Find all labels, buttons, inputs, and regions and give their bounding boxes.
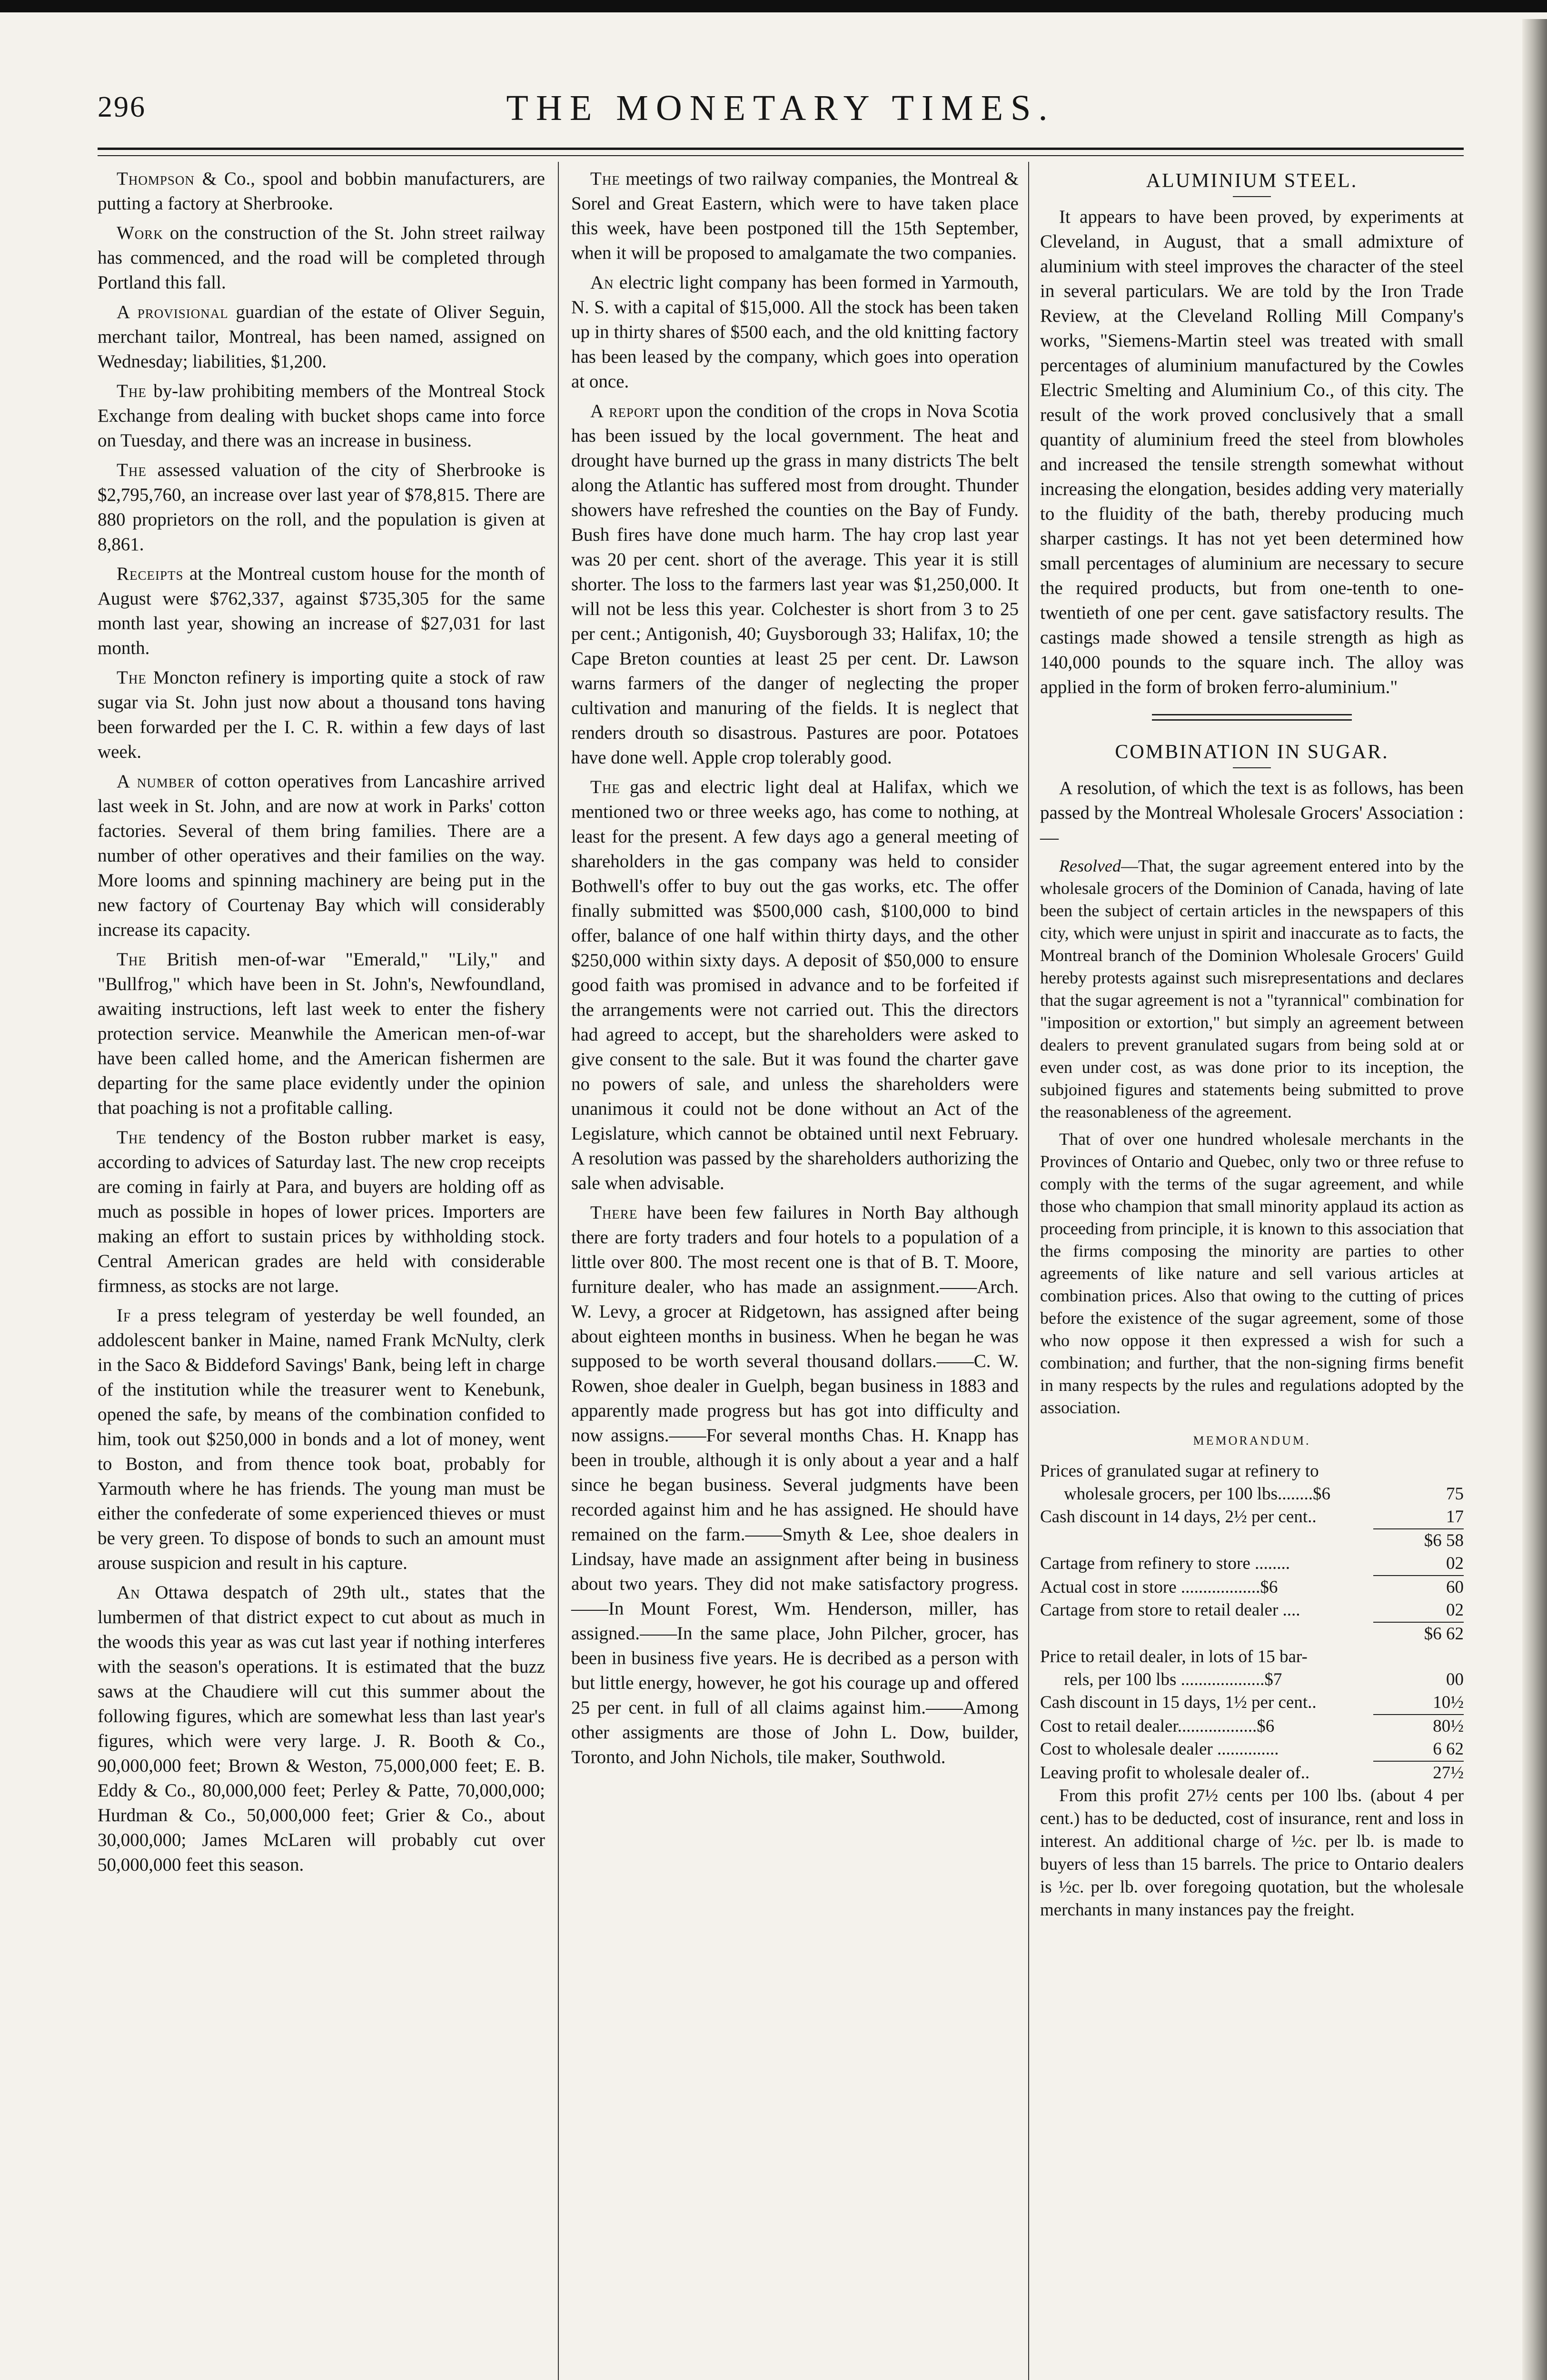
memo-amount: $6 62 — [1424, 1624, 1464, 1644]
memo-row — [1040, 1460, 1464, 1483]
memo-amount: 02 — [1446, 1600, 1464, 1620]
resolved-text: —That, the sugar agreement entered into by the wholesale grocers of the Dominion of Canada, having of late been the subject of certain articles in the newspapers of this city, which were unjust in spirit and inaccurate as to facts, the Montreal branch of the Dominion Wholesale Grocers' Guild hereby protests against such misrepresentations and declares that the sugar agreement is not a "tyrannical" combination for "imposition or extortion," but simply an agreement between dealers to prevent granulated sugars from being sold at or even under cost, as was done prior to its inception, the subjoined figures and statements being submitted to prove the reasonableness of the agreement. — [1040, 856, 1464, 1121]
column-divider-2 — [1028, 162, 1029, 2380]
column-2 — [571, 167, 1019, 1775]
memo-label: Prices of granulated sugar at refinery to — [1040, 1461, 1319, 1481]
news-item-text: tendency of the Boston rubber market is easy, according to advices of Saturday last. The new crop receipts are coming in fairly at Para, and buyers are holding off as much as possible in hopes of lower prices. Importers are making an effort to sustain prices by withholding stock. Central American grades are held with considerable firmness, as stocks are not large. — [98, 1127, 545, 1296]
sugar-resolved — [1040, 855, 1464, 1123]
news-item — [98, 769, 545, 942]
header-rule-thin — [98, 155, 1464, 156]
memo-label: rels, per 100 lbs ...................$7 — [1064, 1670, 1282, 1689]
news-item — [571, 775, 1019, 1196]
news-item-lead: A provisional — [117, 302, 228, 322]
news-item — [98, 379, 545, 453]
news-item — [98, 665, 545, 764]
memo-amount: 17 — [1446, 1507, 1464, 1527]
news-item — [98, 300, 545, 374]
memo-row — [1040, 1483, 1464, 1506]
memo-amount: 80½ — [1433, 1716, 1464, 1736]
memo-row — [1040, 1576, 1464, 1599]
sugar-that: That of over one hundred wholesale merchants in the Provinces of Ontario and Quebec, only two or three refuse to comply with the terms of the sugar agreement, and while those who champion that small minority applaud its action as proceeding from principle, it is known to this association that the firms composing the minority are parties to other agreements of like nature and sell various articles at combination prices. Also that owing to the cutting of prices before the existence of the sugar agreement, some of those who now oppose it then expressed a wish for such a combination; and further, that the non-signing firms benefit in many respects by the rules and regulations adopted by the association. — [1040, 1130, 1464, 1417]
memo-row — [1040, 1646, 1464, 1668]
sugar-final: From this profit 27½ cents per 100 lbs. (about 4 per cent.) has to be deducted, cost of insurance, rent and loss in interest. An additional charge of ½c. per lb. is made to buyers of less than 15 barrels. The price to Ontario dealers is ½c. per lb. over foregoing quotation, but the wholesale merchants in many instances pay the freight. — [1040, 1786, 1464, 1920]
news-item — [98, 947, 545, 1121]
news-item-text: at the Montreal custom house for the month of August were $762,337, against $735,305 for the same month last year, showing an increase of $27,031 for last month. — [98, 564, 545, 658]
memo-row — [1040, 1529, 1464, 1552]
memo-label: Cartage from refinery to store ........ — [1040, 1554, 1290, 1573]
news-item-text: by-law prohibiting members of the Montreal Stock Exchange from dealing with bucket shops came into force on Tuesday, and there was an increase in business. — [98, 381, 545, 451]
news-item-text: gas and electric light deal at Halifax, which we mentioned two or three weeks ago, has come to nothing, at least for the present. A few days ago a general meeting of shareholders in the gas company was held to consider Bothwell's offer to buy out the gas works, etc. The offer finally submitted was $500,000 cash, $100,000 to bind offer, balance of one half within thirty days, and the other $250,000 within sixty days. A deposit of $50,000 to ensure good faith was promised in advance and to be forfeited if the arrangements were not carried out. This the directors had agreed to accept, but the shareholders were asked to give consent to the sale. But it was found the charter gave no powers of sale, and unless the shareholders were unanimous it could not be done without an Act of the Legislature, which cannot be obtained until next February. A resolution was passed by the shareholders authorizing the sale when advisable. — [571, 777, 1019, 1193]
news-item-text: Moncton refinery is importing quite a stock of raw sugar via St. John just now about a thousand tons having been forwarded per the I. C. R. within a few days of last week. — [98, 667, 545, 762]
resolved-lead: Resolved — [1059, 856, 1121, 875]
memo-label: Price to retail dealer, in lots of 15 bar- — [1040, 1647, 1308, 1666]
news-item-lead: The — [117, 949, 147, 970]
memorandum-table — [1040, 1460, 1464, 1785]
memo-row — [1040, 1762, 1464, 1785]
memo-amount: 10½ — [1433, 1693, 1464, 1712]
news-item-lead: Thompson — [117, 169, 195, 189]
news-item — [571, 270, 1019, 394]
memo-label: Cash discount in 15 days, 1½ per cent.. — [1040, 1693, 1317, 1712]
heading-rule — [1233, 196, 1271, 197]
news-item — [98, 562, 545, 661]
memo-row — [1040, 1599, 1464, 1622]
news-item-lead: The — [117, 381, 147, 401]
news-item — [98, 167, 545, 216]
news-item-lead: The — [117, 667, 147, 688]
masthead — [98, 90, 1464, 143]
memo-label: Cartage from store to retail dealer .... — [1040, 1600, 1300, 1620]
memo-label: Actual cost in store ..................$6 — [1040, 1577, 1278, 1597]
column-1 — [98, 167, 545, 1882]
news-item-text: on the construction of the St. John street railway has commenced, and the road will be completed through Portland this fall. — [98, 223, 545, 293]
news-item-lead: A report — [590, 401, 661, 421]
memo-label: Cost to wholesale dealer .............. — [1040, 1739, 1279, 1759]
memo-label — [1040, 1529, 1392, 1552]
sugar-intro: A resolution, of which the text is as follows, has been passed by the Montreal Wholesale Grocers' Association :— — [1040, 778, 1464, 848]
news-item-text: meetings of two railway companies, the Montreal & Sorel and Great Eastern, which were to have taken place this week, have been postponed till the 15th September, when it will be proposed to amalgamate the two companies. — [571, 169, 1019, 263]
news-item-text: assessed valuation of the city of Sherbrooke is $2,795,760, an increase over last year of $78,815. There are 880 proprietors on the roll, and the population is given at 8,861. — [98, 460, 545, 555]
news-item-text: Ottawa despatch of 29th ult., states that the lumbermen of that district expect to cut about as much in the woods this year as was cut last year if nothing interferes with the season's operations. It is estimated that the buzz saws at the Chaudiere will cut this summer about the following figures, which are somewhat less than last year's figures, which were very large. J. R. Booth & Co., 90,000,000 feet; Brown & Weston, 75,000,000 feet; E. B. Eddy & Co., 80,000,000 feet; Perley & Patte, 70,000,000; Hurdman & Co., 50,000,000 feet; Grier & Co., about 30,000,000; James McLaren will probably cut over 50,000,000 feet this season. — [98, 1582, 545, 1875]
column-divider-1 — [558, 162, 559, 2380]
news-item — [571, 167, 1019, 266]
news-item-lead: The — [590, 777, 620, 797]
aluminium-article: It appears to have been proved, by experiments at Cleveland, in August, that a small admixture of aluminium with steel improves the character of the steel in several particulars. We are told by the Iron Trade Review, at the Cleveland Rolling Mill Company's works, "Siemens-Martin steel was treated with small percentages of aluminium manufactured by the Cowles Electric Smelting and Aluminium Co., of this city. The result of the work proved conclusively that a small quantity of aluminium freed the steel from blowholes and increased the tensile strength somewhat without increasing the elongation, besides adding very materially to the fluidity of the bath, thereby producing much sharper castings. It has not yet been determined how small percentages of aluminium are necessary to secure the required products, but from one-tenth to one-twentieth of one per cent. gave satisfactory results. The castings made showed a tensile strength as high as 140,000 pounds to the square inch. The alloy was applied in the form of broken ferro-aluminium." — [1040, 207, 1464, 697]
memo-row — [1040, 1506, 1464, 1528]
news-item-text: electric light company has been formed in Yarmouth, N. S. with a capital of $15,000. All the stock has been taken up in thirty shares of $500 each, and the old knitting factory has been leased by the company, which goes into operation at once. — [571, 272, 1019, 392]
aluminium-heading: ALUMINIUM STEEL. — [1146, 170, 1358, 192]
news-item-lead: An — [590, 272, 614, 293]
memo-amount: 00 — [1446, 1670, 1464, 1689]
paper-title: THE MONETARY TIMES. — [506, 88, 1055, 128]
news-item-text: have been few failures in North Bay although there are forty traders and four hotels to a population of a little over 800. The most recent one is that of B. T. Moore, furniture dealer, who has made an assignment.——Arch. W. Levy, a grocer at Ridgetown, has assigned after being about eighteen months in business. When he began he was supposed to be worth several thousand dollars.——C. W. Rowen, shoe dealer in Guelph, began business in 1883 and apparently made progress but has got into difficulty and now assigns.——For several months Chas. H. Knapp has been in trouble, although it is only about a year and a half since he began business. Several judgments have been recorded against him and he has assigned. He should have remained on the farm.——Smyth & Lee, shoe dealers in Lindsay, have made an assignment after being in business about two years. They did not make satisfactory progress.——In Mount Forest, Wm. Henderson, miller, has assigned.——In the same place, John Pilcher, grocer, has been in business five years. He is decribed as a person with but little energy, however, he got his courage up and offered 25 per cent. in full of all claims against him.——Among other assigments are those of John L. Dow, builder, Toronto, and John Nichols, tile maker, Southwold. — [571, 1202, 1019, 1767]
memo-row — [1040, 1738, 1464, 1761]
news-item-text: & Co., spool and bobbin manufacturers, are putting a factory at Sherbrooke. — [98, 169, 545, 214]
news-item — [571, 1200, 1019, 1770]
news-item — [98, 1580, 545, 1877]
memo-amount: 60 — [1446, 1577, 1464, 1597]
page-number: 296 — [98, 91, 146, 123]
news-item-lead: There — [590, 1202, 638, 1223]
memo-label: Cost to retail dealer..................$6 — [1040, 1716, 1275, 1736]
news-item-lead: The — [117, 460, 147, 480]
memo-amount: 6 62 — [1433, 1739, 1464, 1759]
news-item-lead: A number — [117, 771, 195, 792]
news-item — [98, 1125, 545, 1299]
memo-label: Cash discount in 14 days, 2½ per cent.. — [1040, 1507, 1317, 1527]
news-item-lead: The — [590, 169, 620, 189]
memo-amount: $6 58 — [1424, 1531, 1464, 1550]
memorandum-title: MEMORANDUM. — [1193, 1434, 1311, 1448]
memo-row — [1040, 1691, 1464, 1714]
news-item — [98, 221, 545, 295]
news-item — [571, 399, 1019, 770]
section-double-rule — [1152, 714, 1352, 721]
memo-row — [1040, 1552, 1464, 1575]
memo-row — [1040, 1668, 1464, 1691]
news-item-text: a press telegram of yesterday be well founded, an addolescent banker in Maine, named Frank McNulty, clerk in the Saco & Biddeford Savings' Bank, being left in charge of the institution while the treasurer went to Kenebunk, opened the safe, by means of the combination confided to him, took out $250,000 in bonds and a lot of money, went to Boston, and from thence took boat, probably for Yarmouth where he has friends. The young man must be either the confederate of some experienced thieves or must be very green. To dispose of bonds to such an amount must arouse suspicion and result in his capture. — [98, 1305, 545, 1573]
memo-row — [1040, 1623, 1464, 1646]
memo-amount — [1392, 1646, 1464, 1668]
sugar-heading: COMBINATION IN SUGAR. — [1115, 741, 1389, 763]
memo-label: Leaving profit to wholesale dealer of.. — [1040, 1763, 1310, 1783]
news-item — [98, 1303, 545, 1576]
memo-row — [1040, 1715, 1464, 1738]
news-item-lead: The — [117, 1127, 147, 1148]
memo-label: wholesale grocers, per 100 lbs........$6 — [1064, 1484, 1331, 1504]
memo-amount: 02 — [1446, 1554, 1464, 1573]
memo-amount: 27½ — [1433, 1763, 1464, 1783]
memo-label — [1040, 1623, 1392, 1646]
memo-amount: 75 — [1446, 1484, 1464, 1504]
news-item — [98, 458, 545, 557]
news-item-lead: Receipts — [117, 564, 184, 584]
memo-amount — [1392, 1460, 1464, 1483]
news-item-lead: If — [117, 1305, 131, 1326]
news-item-text: upon the condition of the crops in Nova Scotia has been issued by the local government. The heat and drought have burned up the grass in many districts The belt along the Atlantic has suffered most from drought. Thunder showers have refreshed the counties on the Bay of Fundy. Bush fires have done much harm. The hay crop last year was 20 per cent. short of the average. This year it is still shorter. The loss to the farmers last year was $1,250,000. It will not be less this year. Colchester is short from 3 to 25 per cent.; Antigonish, 40; Guysborough 33; Halifax, 10; the Cape Breton counties at least 25 per cent. Dr. Lawson warns farmers of the danger of neglecting the proper cultivation and manuring of the fields. It is neglect that renders drouth so disastrous. Pastures are poor. Potatoes have done well. Apple crop tolerably good. — [571, 401, 1019, 768]
heading-rule — [1233, 767, 1271, 768]
news-item-lead: Work — [117, 223, 163, 243]
header-rule-thick — [98, 148, 1464, 150]
news-item-lead: An — [117, 1582, 140, 1603]
news-item-text: of cotton operatives from Lancashire arrived last week in St. John, and are now at work in Parks' cotton factories. Several of them bring families. There are a number of other operatives and their families on the way. More looms and spinning machinery are being put in the new factory of Courtenay Bay which will considerably increase its capacity. — [98, 771, 545, 940]
scan-top-border — [0, 0, 1547, 12]
news-item-text: British men-of-war "Emerald," "Lily," and "Bullfrog," which have been in St. John's, Newfoundland, awaiting instructions, left last week to enter the fishery protection service. Meanwhile the American men-of-war have been called home, and the American fishermen are departing for the same place evidently under the opinion that poaching is not a profitable calling. — [98, 949, 545, 1118]
page-edge-shadow — [1522, 19, 1547, 2380]
column-3 — [1040, 167, 1464, 1926]
news-item-text: guardian of the estate of Oliver Seguin, merchant tailor, Montreal, has been named, assigned on Wednesday; liabilities, $1,200. — [98, 302, 545, 372]
